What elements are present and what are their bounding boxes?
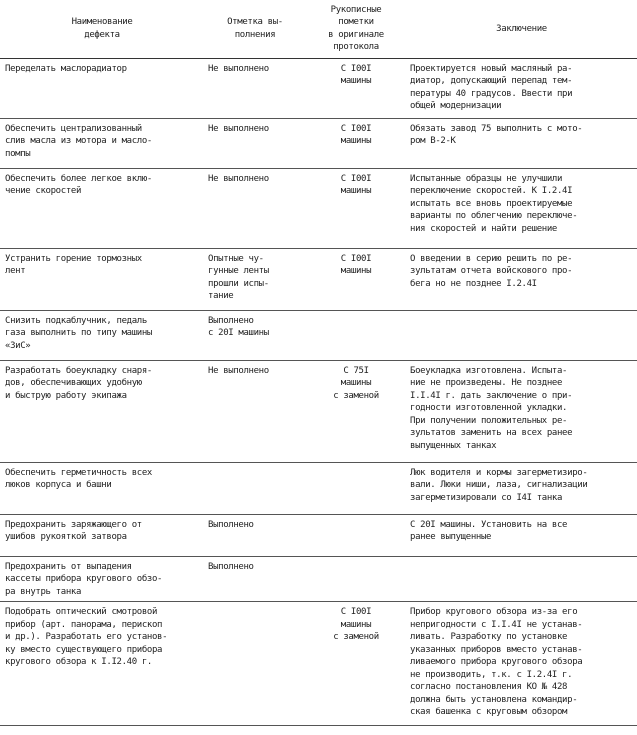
- table-header-row: [0, 0, 637, 58]
- table-row: [0, 462, 637, 514]
- conclusion-cell: Проектируется новый масляный ра- диатор, допускающий перепад тем- пературы 40 градусов. Ввести при общей модернизации: [406, 58, 637, 118]
- status-cell: Выполнено: [204, 514, 306, 556]
- status-cell: Не выполнено: [204, 58, 306, 118]
- defect-cell: Подобрать оптический смотровой прибор (арт. панорама, перископ и др.). Разработать его установ- ку вместо существующего прибора кругового обзора к I.I2.40 г.: [0, 602, 204, 726]
- status-cell: [204, 602, 306, 726]
- note-cell: С I00I машины с заменой: [306, 602, 406, 726]
- table-row: [0, 118, 637, 168]
- conclusion-cell: Боеукладка изготовлена. Испыта- ние не произведены. Не позднее I.I.4I г. дать заключение о при- годности изготовленной укладки. При получении положительных ре- зультатов заменить на всех ранее выпущенных танках: [406, 360, 637, 462]
- status-cell: Не выполнено: [204, 360, 306, 462]
- note-cell: С I00I машины: [306, 168, 406, 248]
- header-defect: Наименование дефекта: [0, 0, 204, 58]
- status-cell: Выполнено с 20I машины: [204, 310, 306, 360]
- note-cell: [306, 514, 406, 556]
- defect-cell: Устранить горение тормозных лент: [0, 248, 204, 310]
- conclusion-cell: О введении в серию решить по ре- зультатам отчета войскового про- бега но не позднее I.2.4I: [406, 248, 637, 310]
- defect-cell: Предохранить заряжающего от ушибов рукояткой затвора: [0, 514, 204, 556]
- status-cell: [204, 462, 306, 514]
- header-handwritten-notes: Рукописные пометки в оригинале протокола: [306, 0, 406, 58]
- defect-cell: Обеспечить более легкое вклю- чение скоростей: [0, 168, 204, 248]
- header-status: Отметка вы- полнения: [204, 0, 306, 58]
- conclusion-cell: Люк водителя и кормы загерметизиро- вали. Люки ниши, лаза, сигнализации загерметизировали со I4I танка: [406, 462, 637, 514]
- table-row: [0, 360, 637, 462]
- defect-cell: Обеспечить централизованный слив масла из мотора и масло- помпы: [0, 118, 204, 168]
- note-cell: С I00I машины: [306, 248, 406, 310]
- conclusion-cell: [406, 556, 637, 602]
- table-row: [0, 248, 637, 310]
- table-row: [0, 310, 637, 360]
- conclusion-cell: Испытанные образцы не улучшили переключение скоростей. К I.2.4I испытать все вновь проектируемые варианты по облегчению переключе- ния скоростей и найти решение: [406, 168, 637, 248]
- note-cell: С 75I машины с заменой: [306, 360, 406, 462]
- table-row: [0, 514, 637, 556]
- note-cell: [306, 310, 406, 360]
- note-cell: С I00I машины: [306, 118, 406, 168]
- conclusion-cell: Обязать завод 75 выполнить с мото- ром В-2-К: [406, 118, 637, 168]
- conclusion-cell: [406, 310, 637, 360]
- note-cell: [306, 556, 406, 602]
- defect-cell: Предохранить от выпадения кассеты прибора кругового обзо- ра внутрь танка: [0, 556, 204, 602]
- status-cell: Выполнено: [204, 556, 306, 602]
- defect-cell: Снизить подкаблучник, педаль газа выполнить по типу машины «ЗиС»: [0, 310, 204, 360]
- defect-cell: Обеспечить герметичность всех люков корпуса и башни: [0, 462, 204, 514]
- status-cell: Не выполнено: [204, 118, 306, 168]
- status-cell: Опытные чу- гунные ленты прошли испы- тание: [204, 248, 306, 310]
- table-row: [0, 556, 637, 602]
- table-row: [0, 168, 637, 248]
- status-cell: Не выполнено: [204, 168, 306, 248]
- table-row: [0, 602, 637, 726]
- header-conclusion: Заключение: [406, 0, 637, 58]
- defect-cell: Разработать боеукладку снаря- дов, обеспечивающих удобную и быструю работу экипажа: [0, 360, 204, 462]
- conclusion-cell: Прибор кругового обзора из-за его непригодности с I.I.4I не устанав- ливать. Разработку по установке указанных приборов вместо устанав- ливаемого прибора кругового обзора не производить, т.к. с I.2.4I г. согласно постановления КО № 428 должна быть установлена командир- ская башенка с круговым обзором: [406, 602, 637, 726]
- note-cell: С I00I машины: [306, 58, 406, 118]
- note-cell: [306, 462, 406, 514]
- conclusion-cell: С 20I машины. Установить на все ранее выпущенные: [406, 514, 637, 556]
- defect-cell: Переделать маслорадиатор: [0, 58, 204, 118]
- table-row: [0, 58, 637, 118]
